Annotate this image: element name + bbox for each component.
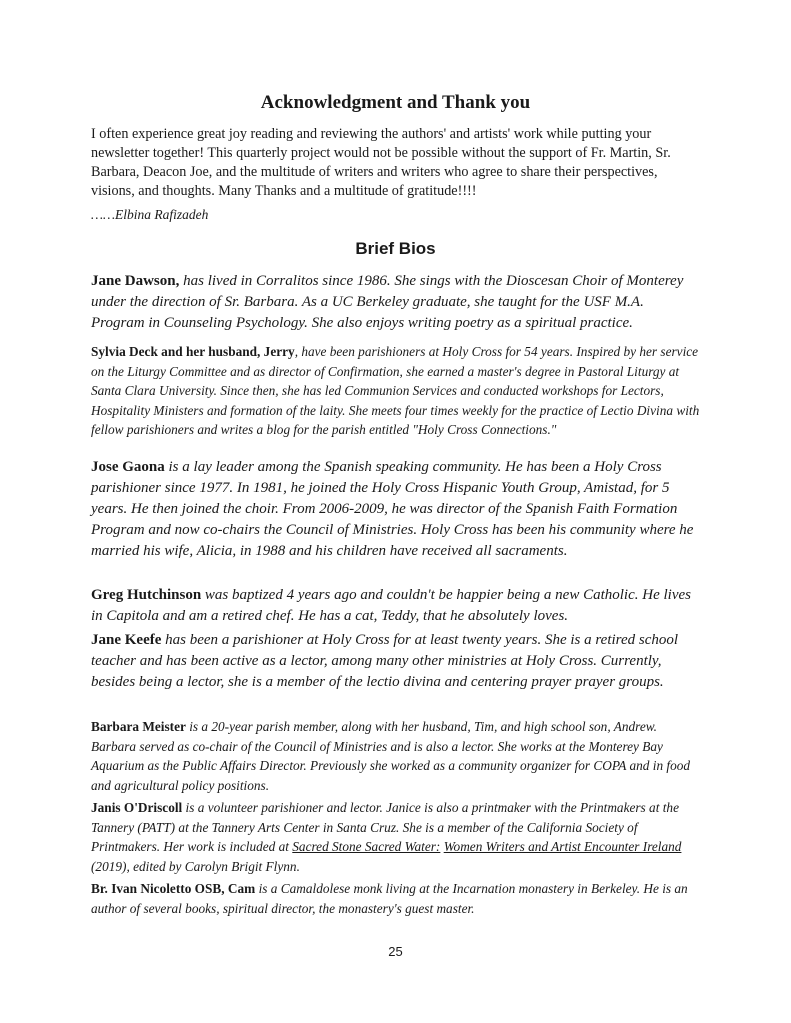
- bio-ivan-nicoletto: [91, 879, 701, 918]
- bio-name: Sylvia Deck and her husband, Jerry: [91, 344, 295, 359]
- bio-jane-dawson: [91, 271, 701, 334]
- bio-name: Jane Keefe: [91, 632, 162, 648]
- bio-name: Jane Dawson,: [91, 273, 180, 289]
- bio-sylvia-deck: [91, 342, 701, 440]
- bio-text: is a volunteer parishioner and lector. Janice is also a printmaker with the Printmakers at the Tannery (PATT) at the Tannery Arts Center in Santa Cruz. She is a member of the California Society of Printmakers. Her work is included at: [91, 800, 679, 854]
- bio-name: Br. Ivan Nicoletto OSB, Cam: [91, 881, 256, 896]
- bio-text: was baptized 4 years ago and couldn't be happier being a new Catholic. He lives in Capitola and am a retired chef. He has a cat, Teddy, that he absolutely loves.: [91, 587, 691, 624]
- bio-jose-gaona: [91, 457, 701, 562]
- bio-name: Janis O'Driscoll: [91, 800, 183, 815]
- bio-greg-hutchinson: [91, 585, 701, 627]
- page-number: 25: [388, 944, 403, 959]
- acknowledgment-title: Acknowledgment and Thank you: [260, 92, 531, 113]
- bio-name: Greg Hutchinson: [91, 587, 202, 603]
- book-link-sacred-stone[interactable]: Sacred Stone Sacred Water:: [292, 839, 441, 854]
- brief-bios-title: Brief Bios: [355, 239, 436, 258]
- bio-janis-odriscoll: [91, 798, 701, 876]
- bio-text: is a 20-year parish member, along with her husband, Tim, and high school son, Andrew. Barbara served as co-chair of the Council of Ministries and is also a lector. She works at the Monterey Bay Aquarium as the Public Affairs Director. Previously she worked as a community organizer for COPA and in food and agricultural policy positions.: [91, 719, 691, 793]
- signature: ……Elbina Rafizadeh: [91, 207, 209, 222]
- acknowledgment-body: I often experience great joy reading and reviewing the authors' and artists' work while putting your newsletter together! This quarterly project would not be possible without the support of Fr. Martin, Sr. Barbara, Deacon Joe, and the multitude of writers and writers who agree to share their perspectives, visions, and thoughts. Many Thanks and a multitude of gratitude!!!!: [91, 126, 671, 199]
- bio-jane-keefe: [91, 630, 701, 693]
- bio-barbara-meister: [91, 717, 701, 795]
- bio-text-tail: (2019), edited by Carolyn Brigit Flynn.: [91, 858, 300, 874]
- bio-name: Jose Gaona: [91, 459, 165, 475]
- bio-name: Barbara Meister: [91, 719, 186, 734]
- book-link-women-writers[interactable]: Women Writers and Artist Encounter Ireland: [443, 839, 682, 854]
- bio-text: has been a parishioner at Holy Cross for at least twenty years. She is a retired school teacher and has been active as a lector, among many other ministries at Holy Cross. Currently, besides being a lector, she is a member of the lectio divina and centering prayer prayer groups.: [91, 632, 679, 690]
- bio-text: is a lay leader among the Spanish speaking community. He has been a Holy Cross parishioner since 1977. In 1981, he joined the Holy Cross Hispanic Youth Group, Amistad, for 5 years. He then joined the choir. From 2006-2009, he was director of the Spanish Faith Formation Program and now co-chairs the Council of Ministries. Holy Cross has been his community where he married his wife, Alicia, in 1988 and his children have received all sacraments.: [91, 459, 694, 559]
- bio-text: , have been parishioners at Holy Cross for 54 years. Inspired by her service on the Liturgy Committee and as director of Confirmation, she earned a master's degree in Pastoral Liturgy at Santa Clara University. Since then, she has led Communion Services and conducted workshops for Lectors, Hospitality Ministers and formation of the laity. She meets four times weekly for the practice of Lectio Divina with fellow parishioners and writes a blog for the parish entitled "Holy Cross Connections.": [91, 344, 700, 437]
- bio-text: has lived in Corralitos since 1986. She sings with the Dioscesan Choir of Monterey under the direction of Sr. Barbara. As a UC Berkeley graduate, she taught for the USF M.A. Program in Counseling Psychology. She also enjoys writing poetry as a spiritual practice.: [91, 273, 684, 331]
- bio-text: is a Camaldolese monk living at the Incarnation monastery in Berkeley. He is an author of several books, spiritual director, the monastery's guest master.: [91, 881, 688, 916]
